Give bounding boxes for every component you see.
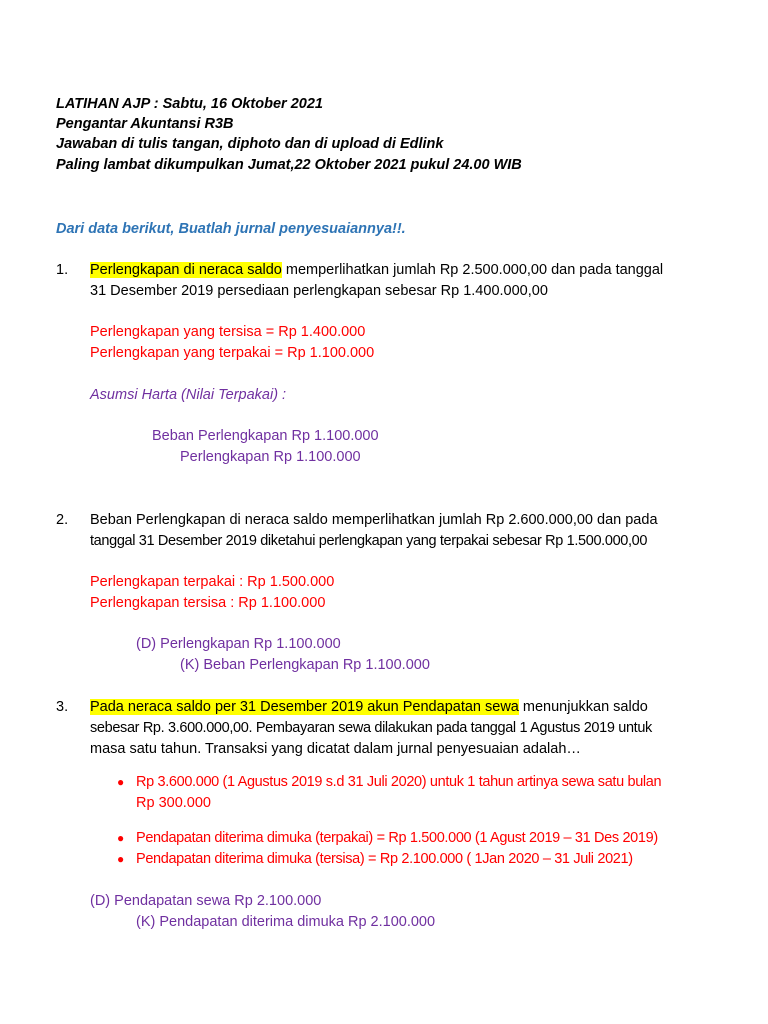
- q3-text-line3: masa satu tahun. Transaksi yang dicatat dalam jurnal penyesuaian adalah…: [90, 741, 581, 757]
- q2-text-line1: Beban Perlengkapan di neraca saldo memperlihatkan jumlah Rp 2.600.000,00 dan pada: [90, 512, 658, 528]
- q3-bullet1-line2: Rp 300.000: [136, 795, 211, 811]
- header-title: LATIHAN AJP : Sabtu, 16 Oktober 2021: [56, 96, 323, 112]
- q3-bullet1-dot: ●: [117, 775, 125, 789]
- q2-journal-debit: (D) Perlengkapan Rp 1.100.000: [136, 636, 341, 652]
- q3-text-line1: [90, 697, 648, 717]
- q3-text-rest: menunjukkan saldo: [518, 699, 648, 715]
- q2-answer-used: Perlengkapan terpakai : Rp 1.500.000: [90, 574, 335, 590]
- q3-bullet3-dot: ●: [117, 852, 125, 866]
- q1-highlight: Perlengkapan di neraca saldo: [90, 262, 282, 278]
- q3-highlight: Pada neraca saldo per 31 Desember 2019 akun Pendapatan sewa: [90, 699, 519, 715]
- q1-answer-used: Perlengkapan yang terpakai = Rp 1.100.000: [90, 345, 375, 361]
- header-submission-method: Jawaban di tulis tangan, diphoto dan di upload di Edlink: [56, 136, 444, 152]
- header-course: Pengantar Akuntansi R3B: [56, 116, 234, 132]
- q3-bullet2: Pendapatan diterima dimuka (terpakai) = Rp 1.500.000 (1 Agust 2019 – 31 Des 2019): [136, 830, 658, 846]
- q1-answer-remaining: Perlengkapan yang tersisa = Rp 1.400.000: [90, 324, 366, 340]
- q1-text-line2: 31 Desember 2019 persediaan perlengkapan sebesar Rp 1.400.000,00: [90, 283, 548, 299]
- q1-number: 1.: [56, 262, 69, 278]
- q3-bullet2-dot: ●: [117, 831, 125, 845]
- q3-bullet1-line1: Rp 3.600.000 (1 Agustus 2019 s.d 31 Juli 2020) untuk 1 tahun artinya sewa satu bulan: [136, 774, 662, 790]
- q1-text-line1: [90, 260, 663, 280]
- q1-assumption: Asumsi Harta (Nilai Terpakai) :: [90, 387, 287, 403]
- q1-journal-credit: Perlengkapan Rp 1.100.000: [180, 449, 361, 465]
- q2-journal-credit: (K) Beban Perlengkapan Rp 1.100.000: [180, 657, 430, 673]
- q3-bullet3: Pendapatan diterima dimuka (tersisa) = Rp 2.100.000 ( 1Jan 2020 – 31 Juli 2021): [136, 851, 633, 867]
- q1-journal-debit: Beban Perlengkapan Rp 1.100.000: [152, 428, 379, 444]
- q3-journal-debit: (D) Pendapatan sewa Rp 2.100.000: [90, 893, 322, 909]
- q2-number: 2.: [56, 512, 69, 528]
- q3-number: 3.: [56, 699, 69, 715]
- instruction: Dari data berikut, Buatlah jurnal penyesuaiannya!!.: [56, 221, 406, 237]
- q1-text-rest: memperlihatkan jumlah Rp 2.500.000,00 dan pada tanggal: [281, 262, 664, 278]
- q2-text-line2: tanggal 31 Desember 2019 diketahui perlengkapan yang terpakai sebesar Rp 1.500.000,00: [90, 533, 648, 549]
- q3-text-line2: sebesar Rp. 3.600.000,00. Pembayaran sewa dilakukan pada tanggal 1 Agustus 2019 untuk: [90, 720, 652, 736]
- q3-journal-credit: (K) Pendapatan diterima dimuka Rp 2.100.000: [136, 914, 436, 930]
- q2-answer-remaining: Perlengkapan tersisa : Rp 1.100.000: [90, 595, 326, 611]
- header-deadline: Paling lambat dikumpulkan Jumat,22 Oktober 2021 pukul 24.00 WIB: [56, 157, 522, 173]
